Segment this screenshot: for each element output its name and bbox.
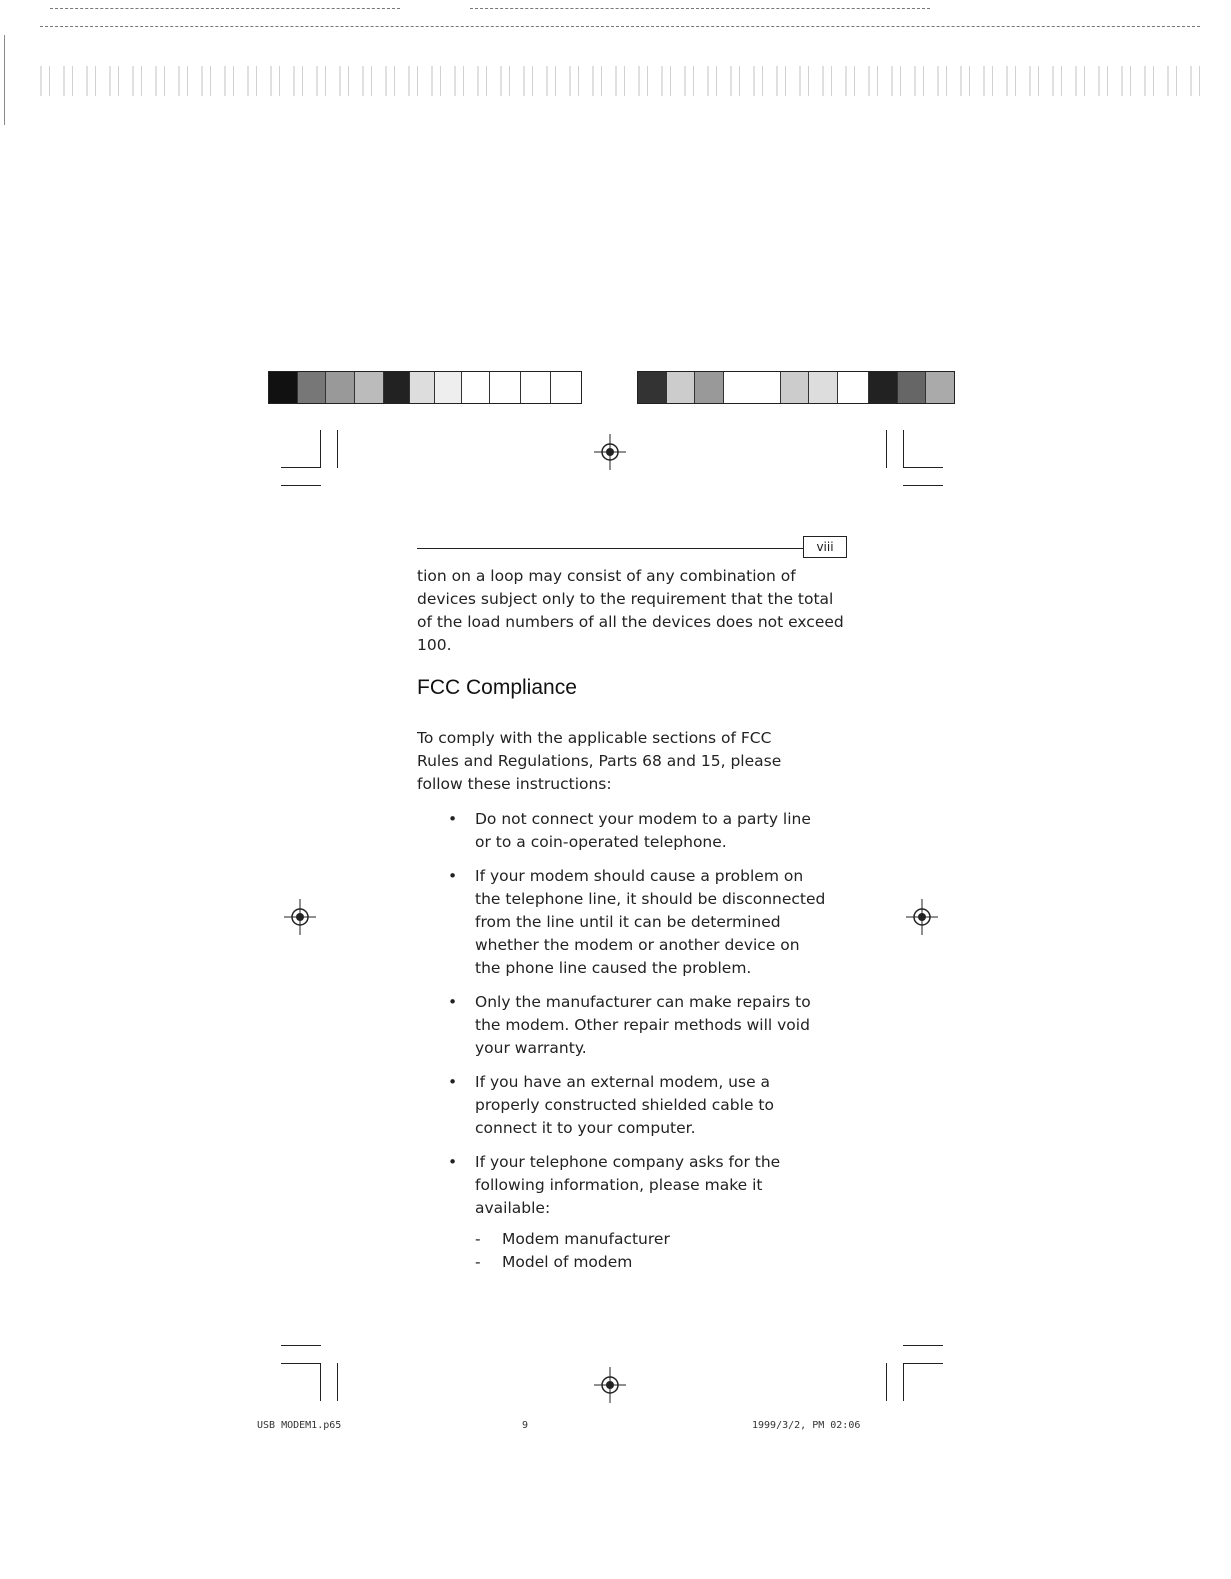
crop-mark — [903, 1345, 943, 1346]
intro-paragraph: tion on a loop may consist of any combination of devices subject only to the requirement that the total of the load numbers of all the devices does not exceed 100. — [417, 567, 844, 654]
list-item: • Only the manufacturer can make repairs to the modem. Other repair methods will void your warranty. — [448, 991, 828, 1060]
registration-mark-icon — [590, 432, 630, 472]
crop-mark — [320, 1363, 321, 1401]
list-item: • If you have an external modem, use a properly constructed shielded cable to connect it to your computer. — [448, 1071, 828, 1140]
crop-mark — [903, 1363, 904, 1401]
crop-mark — [281, 1363, 321, 1364]
crop-mark — [320, 430, 321, 468]
crop-mark — [281, 467, 321, 468]
crop-mark — [886, 430, 887, 468]
calibration-bar-right — [637, 371, 955, 404]
list-item-with-sublist — [448, 1151, 828, 1274]
crop-mark — [903, 1363, 943, 1364]
section-intro: To comply with the applicable sections of FCC Rules and Regulations, Parts 68 and 15, please follow these instructions: — [417, 729, 782, 793]
instruction-list — [448, 808, 828, 1285]
registration-mark-icon — [280, 897, 320, 937]
sub-list-item: - Model of modem — [475, 1251, 828, 1274]
info-sublist — [475, 1228, 828, 1274]
scan-artifact-line — [470, 8, 930, 9]
registration-mark-icon — [590, 1365, 630, 1405]
sub-list-item: - Modem manufacturer — [475, 1228, 828, 1251]
scan-artifact-line — [50, 8, 400, 9]
footer-timestamp: 1999/3/2, PM 02:06 — [752, 1420, 861, 1431]
scan-artifact-line — [40, 26, 1200, 27]
crop-mark — [886, 1363, 887, 1401]
header-rule — [417, 548, 803, 549]
calibration-bar-left — [268, 371, 582, 404]
scan-edge-mark — [4, 35, 5, 125]
scan-artifact-noise — [40, 66, 1200, 96]
crop-mark — [337, 430, 338, 468]
footer-sheet-number: 9 — [522, 1420, 529, 1431]
list-item: • Do not connect your modem to a party line or to a coin-operated telephone. — [448, 808, 828, 854]
crop-mark — [281, 485, 321, 486]
crop-mark — [903, 430, 904, 468]
list-item-text: If your telephone company asks for the following information, please make it available: — [475, 1153, 781, 1217]
crop-mark — [903, 485, 943, 486]
page-number-box: viii — [803, 536, 847, 558]
crop-mark — [903, 467, 943, 468]
registration-mark-icon — [902, 897, 942, 937]
crop-mark — [337, 1363, 338, 1401]
list-item: • If your modem should cause a problem on the telephone line, it should be disconnected from the line until it can be determined whether the modem or another device on the phone line caused the problem. — [448, 865, 828, 980]
footer-filename: USB MODEM1.p65 — [257, 1420, 342, 1431]
crop-mark — [281, 1345, 321, 1346]
section-title: FCC Compliance — [417, 676, 577, 699]
